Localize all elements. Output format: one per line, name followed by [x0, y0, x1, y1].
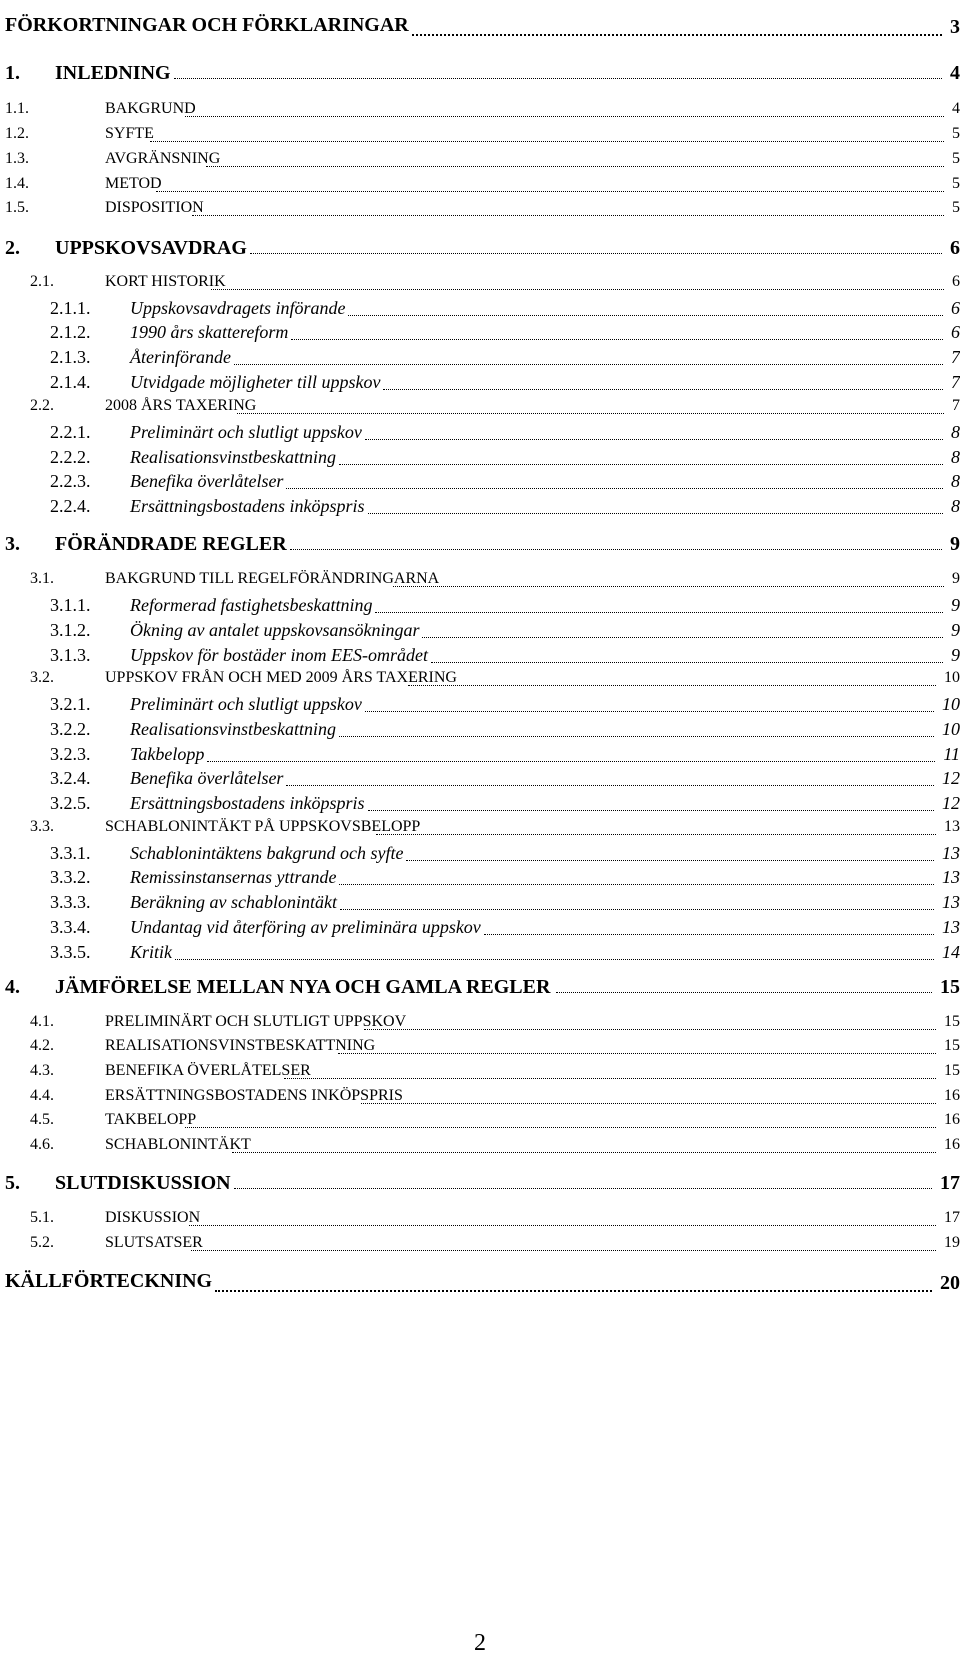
toc-entry[interactable] — [0, 917, 960, 945]
toc-entry-title: Realisationsvinstbeskattning — [130, 719, 336, 739]
toc-entry-title: REALISATIONSVINSTBESKATTNING — [105, 1037, 376, 1054]
toc-entry[interactable] — [0, 397, 960, 425]
toc-entry-title: KORT HISTORIK — [105, 273, 226, 290]
toc-entry-page: 3 — [950, 16, 960, 38]
toc-entry-page: 6 — [951, 298, 960, 318]
toc-entry-number: 5. — [5, 1172, 20, 1194]
toc-entry[interactable] — [0, 1111, 960, 1139]
toc-entry-page: 17 — [940, 1172, 960, 1194]
toc-entry-number: 2.1.4. — [50, 372, 91, 392]
toc-entry[interactable] — [0, 1037, 960, 1065]
toc-entry-page: 6 — [950, 237, 960, 259]
toc-entry-title: UPPSKOVSAVDRAG — [55, 237, 247, 259]
dot-leader — [375, 612, 943, 613]
toc-entry-title: JÄMFÖRELSE MELLAN NYA OCH GAMLA REGLER — [55, 976, 551, 998]
toc-entry-number: 1.2. — [5, 125, 29, 142]
dot-leader — [422, 637, 943, 638]
toc-entry-title: SCHABLONINTÄKT — [105, 1136, 251, 1153]
toc-entry-page: 15 — [940, 976, 960, 998]
toc-entry-page: 16 — [944, 1087, 960, 1104]
toc-entry[interactable] — [0, 867, 960, 895]
toc-entry-title: Realisationsvinstbeskattning — [130, 447, 336, 467]
toc-entry[interactable] — [0, 793, 960, 821]
dot-leader — [175, 959, 934, 960]
toc-entry[interactable] — [0, 533, 960, 561]
toc-entry-number: 2.1.2. — [50, 322, 91, 342]
toc-entry-title: BAKGRUND — [105, 100, 196, 117]
toc-entry-number: 4.1. — [30, 1013, 54, 1030]
dot-leader — [191, 1250, 936, 1251]
toc-entry-title: Takbelopp — [130, 744, 205, 764]
toc-entry-page: 15 — [944, 1037, 960, 1054]
dot-leader — [207, 761, 935, 762]
toc-entry-number: 3.3.2. — [50, 867, 91, 887]
toc-entry-page: 7 — [951, 372, 960, 392]
toc-entry-page: 7 — [951, 347, 960, 367]
toc-entry[interactable] — [0, 150, 960, 178]
toc-entry[interactable] — [0, 347, 960, 375]
toc-entry-title: SYFTE — [105, 125, 154, 142]
toc-entry[interactable] — [0, 620, 960, 648]
toc-entry-title: PRELIMINÄRT OCH SLUTLIGT UPPSKOV — [105, 1013, 407, 1030]
dot-leader — [383, 389, 943, 390]
toc-entry-number: 2.1. — [30, 273, 54, 290]
toc-entry-number: 3.1.1. — [50, 595, 91, 615]
dot-leader — [189, 1225, 936, 1226]
toc-entry[interactable] — [0, 892, 960, 920]
toc-entry[interactable] — [0, 818, 960, 846]
toc-entry-number: 3.1.2. — [50, 620, 91, 640]
toc-entry-number: 3.2.3. — [50, 744, 91, 764]
dot-leader — [339, 464, 943, 465]
toc-entry-title: UPPSKOV FRÅN OCH MED 2009 ÅRS TAXERING — [105, 669, 457, 686]
toc-entry[interactable] — [0, 669, 960, 697]
dot-leader — [174, 78, 942, 79]
toc-entry-page: 8 — [951, 471, 960, 491]
dot-leader — [291, 339, 943, 340]
toc-entry-page: 5 — [952, 199, 960, 216]
toc-entry-title: Beräkning av schablonintäkt — [130, 892, 337, 912]
toc-entry-page: 8 — [951, 447, 960, 467]
toc-entry-title: DISPOSITION — [105, 199, 204, 216]
toc-entry-title: BENEFIKA ÖVERLÅTELSER — [105, 1062, 311, 1079]
toc-entry-number: 3.2.2. — [50, 719, 91, 739]
toc-entry-number: 5.2. — [30, 1234, 54, 1251]
toc-entry-number: 1.4. — [5, 175, 29, 192]
dot-leader — [361, 1103, 936, 1104]
toc-entry-number: 2.2.1. — [50, 422, 91, 442]
toc-entry-title: Uppskovsavdragets införande — [130, 298, 346, 318]
dot-leader — [368, 810, 934, 811]
toc-entry-title: METOD — [105, 175, 162, 192]
dot-leader — [556, 992, 932, 993]
toc-entry[interactable] — [0, 422, 960, 450]
toc-entry[interactable] — [0, 595, 960, 623]
dot-leader — [284, 1078, 936, 1079]
toc-entry-page: 6 — [952, 273, 960, 290]
toc-entry-number: 2.1.1. — [50, 298, 91, 318]
toc-entry-page: 5 — [952, 125, 960, 142]
toc-entry-page: 20 — [940, 1272, 960, 1294]
toc-entry-number: 3.2.4. — [50, 768, 91, 788]
toc-entry-title: Preliminärt och slutligt uppskov — [130, 422, 362, 442]
dot-leader — [232, 1152, 936, 1153]
toc-entry-number: 5.1. — [30, 1209, 54, 1226]
toc-entry-page: 11 — [943, 744, 960, 764]
toc-entry-page: 9 — [951, 620, 960, 640]
dot-leader — [290, 549, 942, 550]
toc-entry-number: 3.3.1. — [50, 843, 91, 863]
toc-entry-title: Schablonintäktens bakgrund och syfte — [130, 843, 404, 863]
dot-leader — [365, 711, 934, 712]
toc-entry-title: SLUTDISKUSSION — [55, 1172, 231, 1194]
toc-entry[interactable] — [0, 237, 960, 265]
toc-entry[interactable] — [0, 570, 960, 598]
dot-leader — [393, 586, 944, 587]
dot-leader — [431, 662, 943, 663]
toc-entry-number: 2.1.3. — [50, 347, 91, 367]
toc-entry-title: Benefika överlåtelser — [130, 768, 284, 788]
toc-entry-title: DISKUSSION — [105, 1209, 201, 1226]
dot-leader — [286, 488, 943, 489]
toc-entry[interactable] — [0, 1136, 960, 1164]
toc-entry-number: 2.2.4. — [50, 496, 91, 516]
toc-entry-title: Remissinstansernas yttrande — [130, 867, 337, 887]
toc-entry-number: 3.2.1. — [50, 694, 91, 714]
toc-entry-number: 2. — [5, 237, 20, 259]
toc-entry-number: 4. — [5, 976, 20, 998]
toc-entry-title: SCHABLONINTÄKT PÅ UPPSKOVSBELOPP — [105, 818, 421, 835]
toc-entry-number: 4.2. — [30, 1037, 54, 1054]
toc-entry[interactable] — [0, 1209, 960, 1237]
toc-entry-title: Återinförande — [130, 347, 231, 367]
toc-entry-title: Ersättningsbostadens inköpspris — [130, 793, 365, 813]
dot-leader — [211, 289, 944, 290]
toc-entry-page: 13 — [942, 917, 960, 937]
dot-leader — [185, 1127, 936, 1128]
toc-entry-page: 13 — [944, 818, 960, 835]
toc-entry-title: 2008 ÅRS TAXERING — [105, 397, 257, 414]
toc-entry[interactable] — [0, 976, 960, 1004]
toc-entry-title: Kritik — [130, 942, 173, 962]
dot-leader — [368, 513, 943, 514]
toc-entry[interactable] — [0, 1062, 960, 1090]
toc-entry-title: AVGRÄNSNING — [105, 150, 221, 167]
toc-entry-number: 2.2. — [30, 397, 54, 414]
toc-entry-number: 4.6. — [30, 1136, 54, 1153]
toc-entry-number: 4.5. — [30, 1111, 54, 1128]
dot-leader — [408, 685, 936, 686]
toc-entry-page: 12 — [942, 768, 960, 788]
toc-entry-page: 9 — [950, 533, 960, 555]
toc-entry-title: Ersättningsbostadens inköpspris — [130, 496, 365, 516]
toc-entry[interactable] — [0, 1172, 960, 1200]
toc-entry-number: 2.2.3. — [50, 471, 91, 491]
dot-leader — [484, 934, 934, 935]
toc-entry-number: 1.3. — [5, 150, 29, 167]
dot-leader — [364, 1029, 936, 1030]
toc-entry-number: 4.4. — [30, 1087, 54, 1104]
toc-entry-page: 9 — [952, 570, 960, 587]
dot-leader — [156, 191, 944, 192]
toc-entry-page: 16 — [944, 1111, 960, 1128]
dot-leader — [406, 860, 934, 861]
toc-entry[interactable] — [0, 322, 960, 350]
toc-entry-page: 15 — [944, 1062, 960, 1079]
dot-leader — [338, 1053, 936, 1054]
toc-entry-number: 3. — [5, 533, 20, 555]
toc-entry-title: KÄLLFÖRTECKNING — [5, 1270, 213, 1292]
toc-entry-page: 9 — [951, 595, 960, 615]
toc-entry-title: Ökning av antalet uppskovsansökningar — [130, 620, 420, 640]
dot-leader — [234, 364, 943, 365]
toc-entry-page: 14 — [942, 942, 960, 962]
toc-entry-title: Utvidgade möjligheter till uppskov — [130, 372, 381, 392]
toc-entry-title: INLEDNING — [55, 62, 171, 84]
toc-entry-title: Benefika överlåtelser — [130, 471, 284, 491]
toc-entry[interactable] — [0, 199, 960, 227]
dot-leader — [376, 834, 936, 835]
dot-leader — [234, 1188, 932, 1189]
toc-entry-page: 9 — [951, 645, 960, 665]
toc-entry-page: 10 — [944, 669, 960, 686]
toc-entry-title: 1990 års skattereform — [130, 322, 289, 342]
dot-leader — [365, 439, 943, 440]
toc-entry-page: 7 — [952, 397, 960, 414]
toc-entry-number: 4.3. — [30, 1062, 54, 1079]
dot-leader — [150, 141, 944, 142]
toc-entry-title: FÖRKORTNINGAR OCH FÖRKLARINGAR — [5, 14, 409, 36]
dot-leader — [250, 253, 942, 254]
toc-entry-number: 3.1.3. — [50, 645, 91, 665]
dot-leader — [206, 166, 944, 167]
toc-entry-number: 3.3.5. — [50, 942, 91, 962]
toc-entry[interactable] — [0, 471, 960, 499]
toc-entry-number: 2.2.2. — [50, 447, 91, 467]
toc-entry[interactable] — [0, 125, 960, 153]
toc-entry-title: TAKBELOPP — [105, 1111, 197, 1128]
toc-entry[interactable] — [0, 719, 960, 747]
toc-entry-page: 13 — [942, 843, 960, 863]
toc-entry-page: 17 — [944, 1209, 960, 1226]
toc-entry-title: Undantag vid återföring av preliminära uppskov — [130, 917, 481, 937]
toc-entry[interactable] — [0, 1234, 960, 1262]
toc-entry[interactable] — [0, 14, 960, 42]
toc-entry-page: 5 — [952, 175, 960, 192]
toc-entry-page: 13 — [942, 867, 960, 887]
toc-entry-number: 1. — [5, 62, 20, 84]
toc-entry-number: 3.2. — [30, 669, 54, 686]
dot-leader — [348, 315, 943, 316]
toc-entry-title: Reformerad fastighetsbeskattning — [130, 595, 373, 615]
toc-entry-title: ERSÄTTNINGSBOSTADENS INKÖPSPRIS — [105, 1087, 403, 1104]
toc-entry-page: 16 — [944, 1136, 960, 1153]
dot-leader — [412, 34, 942, 36]
dot-leader — [237, 413, 944, 414]
toc-entry-page: 15 — [944, 1013, 960, 1030]
toc-entry[interactable] — [0, 372, 960, 400]
toc-entry[interactable] — [0, 100, 960, 128]
toc-entry-title: SLUTSATSER — [105, 1234, 203, 1251]
toc-entry-title: Uppskov för bostäder inom EES-området — [130, 645, 428, 665]
toc-entry[interactable] — [0, 62, 960, 90]
dot-leader — [339, 884, 934, 885]
toc-entry-number: 3.3. — [30, 818, 54, 835]
toc-entry-number: 1.1. — [5, 100, 29, 117]
dot-leader — [286, 785, 934, 786]
toc-entry-number: 3.1. — [30, 570, 54, 587]
toc-entry-page: 6 — [951, 322, 960, 342]
toc-entry-title: BAKGRUND TILL REGELFÖRÄNDRINGARNA — [105, 570, 440, 587]
toc-entry[interactable] — [0, 768, 960, 796]
toc-entry-page: 10 — [942, 719, 960, 739]
toc-entry[interactable] — [0, 273, 960, 301]
toc-entry-page: 12 — [942, 793, 960, 813]
toc-entry-page: 8 — [951, 496, 960, 516]
toc-entry-page: 10 — [942, 694, 960, 714]
page-number-footer: 2 — [474, 1630, 486, 1656]
toc-entry-page: 19 — [944, 1234, 960, 1251]
dot-leader — [215, 1290, 932, 1292]
dot-leader — [185, 116, 944, 117]
toc-entry-page: 5 — [952, 150, 960, 167]
toc-entry[interactable] — [0, 694, 960, 722]
toc-entry-number: 3.3.4. — [50, 917, 91, 937]
toc-entry-page: 8 — [951, 422, 960, 442]
toc-entry-page: 4 — [950, 62, 960, 84]
toc-entry[interactable] — [0, 1270, 960, 1298]
dot-leader — [339, 736, 934, 737]
toc-entry-title: FÖRÄNDRADE REGLER — [55, 533, 287, 555]
toc-entry-page: 13 — [942, 892, 960, 912]
toc-entry-number: 3.2.5. — [50, 793, 91, 813]
toc-entry-number: 1.5. — [5, 199, 29, 216]
toc-entry-page: 4 — [952, 100, 960, 117]
dot-leader — [192, 215, 944, 216]
toc-entry-title: Preliminärt och slutligt uppskov — [130, 694, 362, 714]
toc-entry[interactable] — [0, 942, 960, 970]
toc-entry[interactable] — [0, 496, 960, 524]
dot-leader — [340, 909, 934, 910]
toc-entry-number: 3.3.3. — [50, 892, 91, 912]
